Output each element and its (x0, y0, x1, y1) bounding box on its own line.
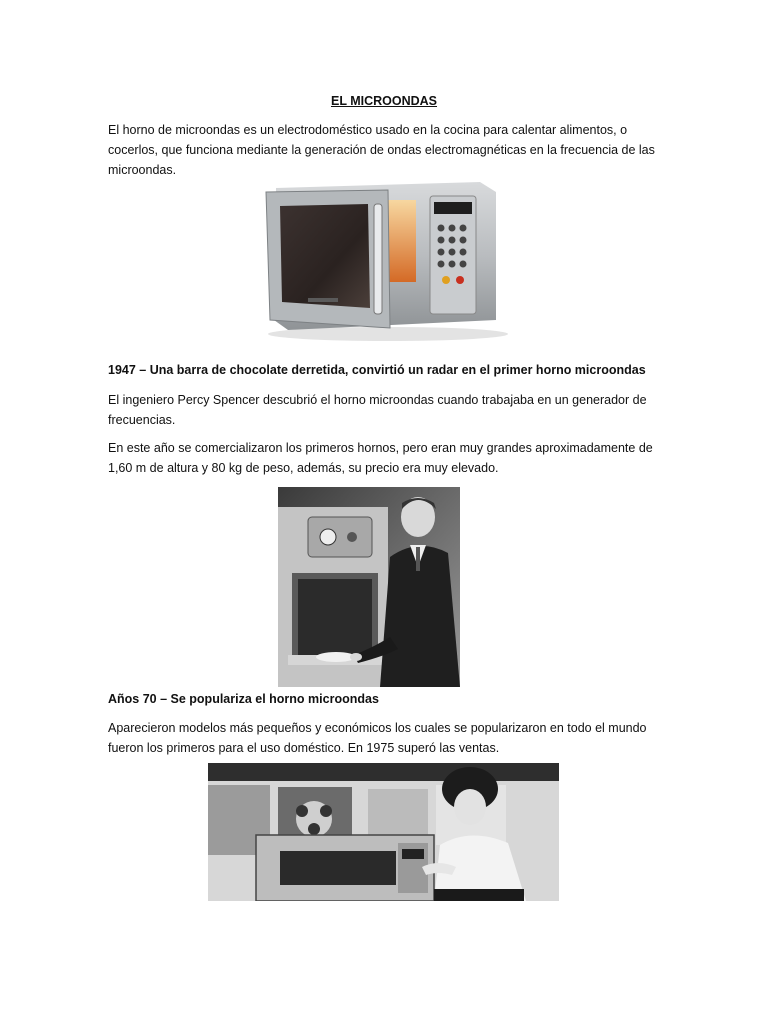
section2-heading: Años 70 – Se populariza el horno microondas (108, 692, 379, 706)
percy-spencer-photo (278, 487, 460, 687)
section2-paragraph-1: Aparecieron modelos más pequeños y económicos los cuales se popularizaron en todo el mundo fueron los primeros para el uso doméstico. En 1975 superó las ventas. (108, 721, 647, 755)
section1-paragraph-1: El ingeniero Percy Spencer descubrió el horno microondas cuando trabajaba en un generador de frecuencias. (108, 393, 647, 427)
woman-microwave-photo (208, 763, 559, 901)
intro-paragraph: El horno de microondas es un electrodoméstico usado en la cocina para calentar alimentos, o cocerlos, que funciona mediante la generación de ondas electromagnéticas en la frecuencia de las microondas. (108, 123, 655, 177)
section1-heading: 1947 – Una barra de chocolate derretida, convirtió un radar en el primer horno microondas (108, 363, 646, 377)
section1-paragraph-2: En este año se comercializaron los primeros hornos, pero eran muy grandes aproximadamente de 1,60 m de altura y 80 kg de peso, además, su precio era muy elevado. (108, 441, 653, 475)
microwave-photo (258, 170, 518, 345)
page-title: EL MICROONDAS (330, 94, 438, 108)
